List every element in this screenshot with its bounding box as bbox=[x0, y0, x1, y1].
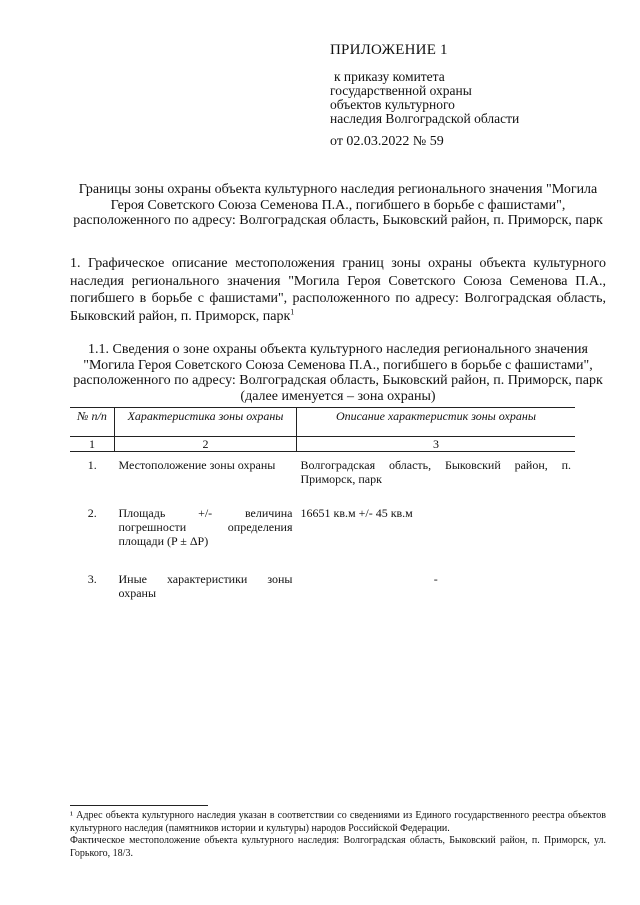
footnote-text: Фактическое местоположение объекта культурного наследия: Волгоградская область, Быковский район, п. Приморск, ул. Горького, 18/3. bbox=[70, 835, 606, 859]
header-description: Описание характеристик зоны охраны bbox=[297, 408, 576, 437]
table-row bbox=[70, 566, 575, 606]
document-title: Границы зоны охраны объекта культурного наследия регионального значения "Могила Героя Советского Союза Семенова П.А., погибшего в борьбе с фашистами", расположенного по адресу: Волгоградская область, Быковский район, п. Приморск, парк bbox=[73, 182, 603, 228]
row-number: 2. bbox=[87, 505, 97, 520]
row-description: Волгоградская область, Быковский район, п. Приморск, парк bbox=[300, 458, 571, 486]
row-characteristic: Иные характеристики зоны охраны bbox=[118, 571, 293, 600]
appendix-line: наследия Волгоградской области bbox=[330, 111, 520, 126]
row-characteristic: Площадь +/- величина погрешности определения площади (P ± ΔP) bbox=[118, 505, 293, 548]
appendix-line: государственной охраны bbox=[330, 83, 472, 98]
footnotes bbox=[70, 810, 606, 860]
section-1-body: 1. Графическое описание местоположения границ зоны охраны объекта культурного наследия регионального значения "Могила Героя Советского Союза Семенова П.А., погибшего в борьбе с фашистами", расположенного по адресу: Волгоградская область, Быковский район, п. Приморск, парк bbox=[70, 256, 606, 324]
header-characteristic: Характеристика зоны охраны bbox=[115, 408, 297, 437]
section-1-text bbox=[70, 255, 606, 325]
appendix-date: от 02.03.2022 № 59 bbox=[330, 134, 444, 149]
footnote-mark: 1 bbox=[290, 306, 295, 316]
table-row bbox=[70, 452, 575, 500]
appendix-line: объектов культурного bbox=[330, 97, 455, 112]
column-number: 3 bbox=[297, 437, 576, 452]
row-description: 16651 кв.м +/- 45 кв.м bbox=[300, 505, 413, 520]
header-number: № п/п bbox=[70, 408, 115, 437]
table-header-row bbox=[70, 408, 575, 437]
zone-table bbox=[70, 407, 575, 606]
table-row bbox=[70, 500, 575, 566]
column-number: 1 bbox=[70, 437, 115, 452]
row-characteristic: Местоположение зоны охраны bbox=[118, 458, 276, 472]
appendix-title: ПРИЛОЖЕНИЕ 1 bbox=[330, 42, 448, 58]
table-column-numbers bbox=[70, 437, 575, 452]
row-number: 3. bbox=[87, 571, 97, 586]
appendix-reference bbox=[330, 70, 519, 126]
row-number: 1. bbox=[87, 458, 97, 472]
row-description: - bbox=[433, 571, 438, 586]
footnote-divider bbox=[70, 805, 208, 806]
appendix-line: к приказу комитета bbox=[334, 69, 445, 84]
column-number: 2 bbox=[115, 437, 297, 452]
footnote-text: ¹ Адрес объекта культурного наследия указан в соответствии со сведениями из Единого государственного реестра объектов культурного наследия (памятников истории и культуры) народов Российской Федерации. bbox=[70, 810, 606, 834]
subsection-title: 1.1. Сведения о зоне охраны объекта культурного наследия регионального значения "Могила Героя Советского Союза Семенова П.А., погибшего в борьбе с фашистами", расположенного по адресу: Волгоградская область, Быковский район, п. Приморск, парк (далее именуется – зона охраны) bbox=[73, 342, 603, 404]
